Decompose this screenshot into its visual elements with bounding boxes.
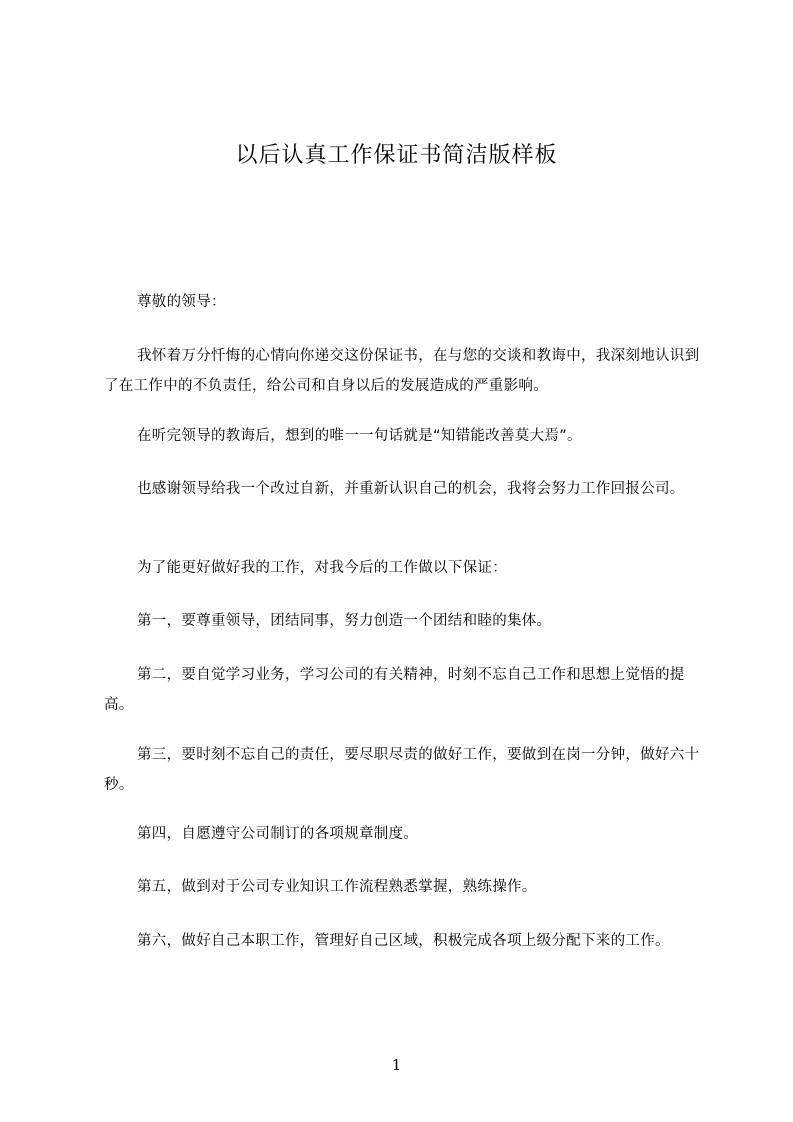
paragraph-10: 第六，做好自己本职工作，管理好自己区域，积极完成各项上级分配下来的工作。 xyxy=(137,933,670,949)
paragraph-2: 在听完领导的教诲后，想到的唯一一句话就是“知错能改善莫大焉”。 xyxy=(137,428,582,444)
paragraph-7: 第三，要时刻不忘自己的责任，要尽职尽责的做好工作，要做到在岗一分钟，做好六十秒。 xyxy=(104,747,700,793)
paragraph-3: 也感谢领导给我一个改过自新，并重新认识自己的机会，我将会努力工作回报公司。 xyxy=(137,481,685,497)
paragraph-8: 第四，自愿遵守公司制订的各项规章制度。 xyxy=(137,826,419,842)
paragraph-4: 为了能更好做好我的工作，对我今后的工作做以下保证： xyxy=(137,560,507,576)
salutation: 尊敬的领导： xyxy=(137,294,226,310)
page-number: 1 xyxy=(391,1056,402,1074)
paragraph-9: 第五，做到对于公司专业知识工作流程熟悉掌握，熟练操作。 xyxy=(137,879,537,895)
paragraph-1: 我怀着万分忏悔的心情向你递交这份保证书，在与您的交谈和教诲中，我深刻地认识到了在工作中的不负责任，给公司和自身以后的发展造成的严重影响。 xyxy=(104,348,700,394)
document-title: 以后认真工作保证书简洁版样板 xyxy=(235,143,558,168)
paragraph-5: 第一，要尊重领导，团结同事，努力创造一个团结和睦的集体。 xyxy=(137,613,552,629)
paragraph-6: 第二，要自觉学习业务，学习公司的有关精神，时刻不忘自己工作和思想上觉悟的提高。 xyxy=(104,667,685,713)
